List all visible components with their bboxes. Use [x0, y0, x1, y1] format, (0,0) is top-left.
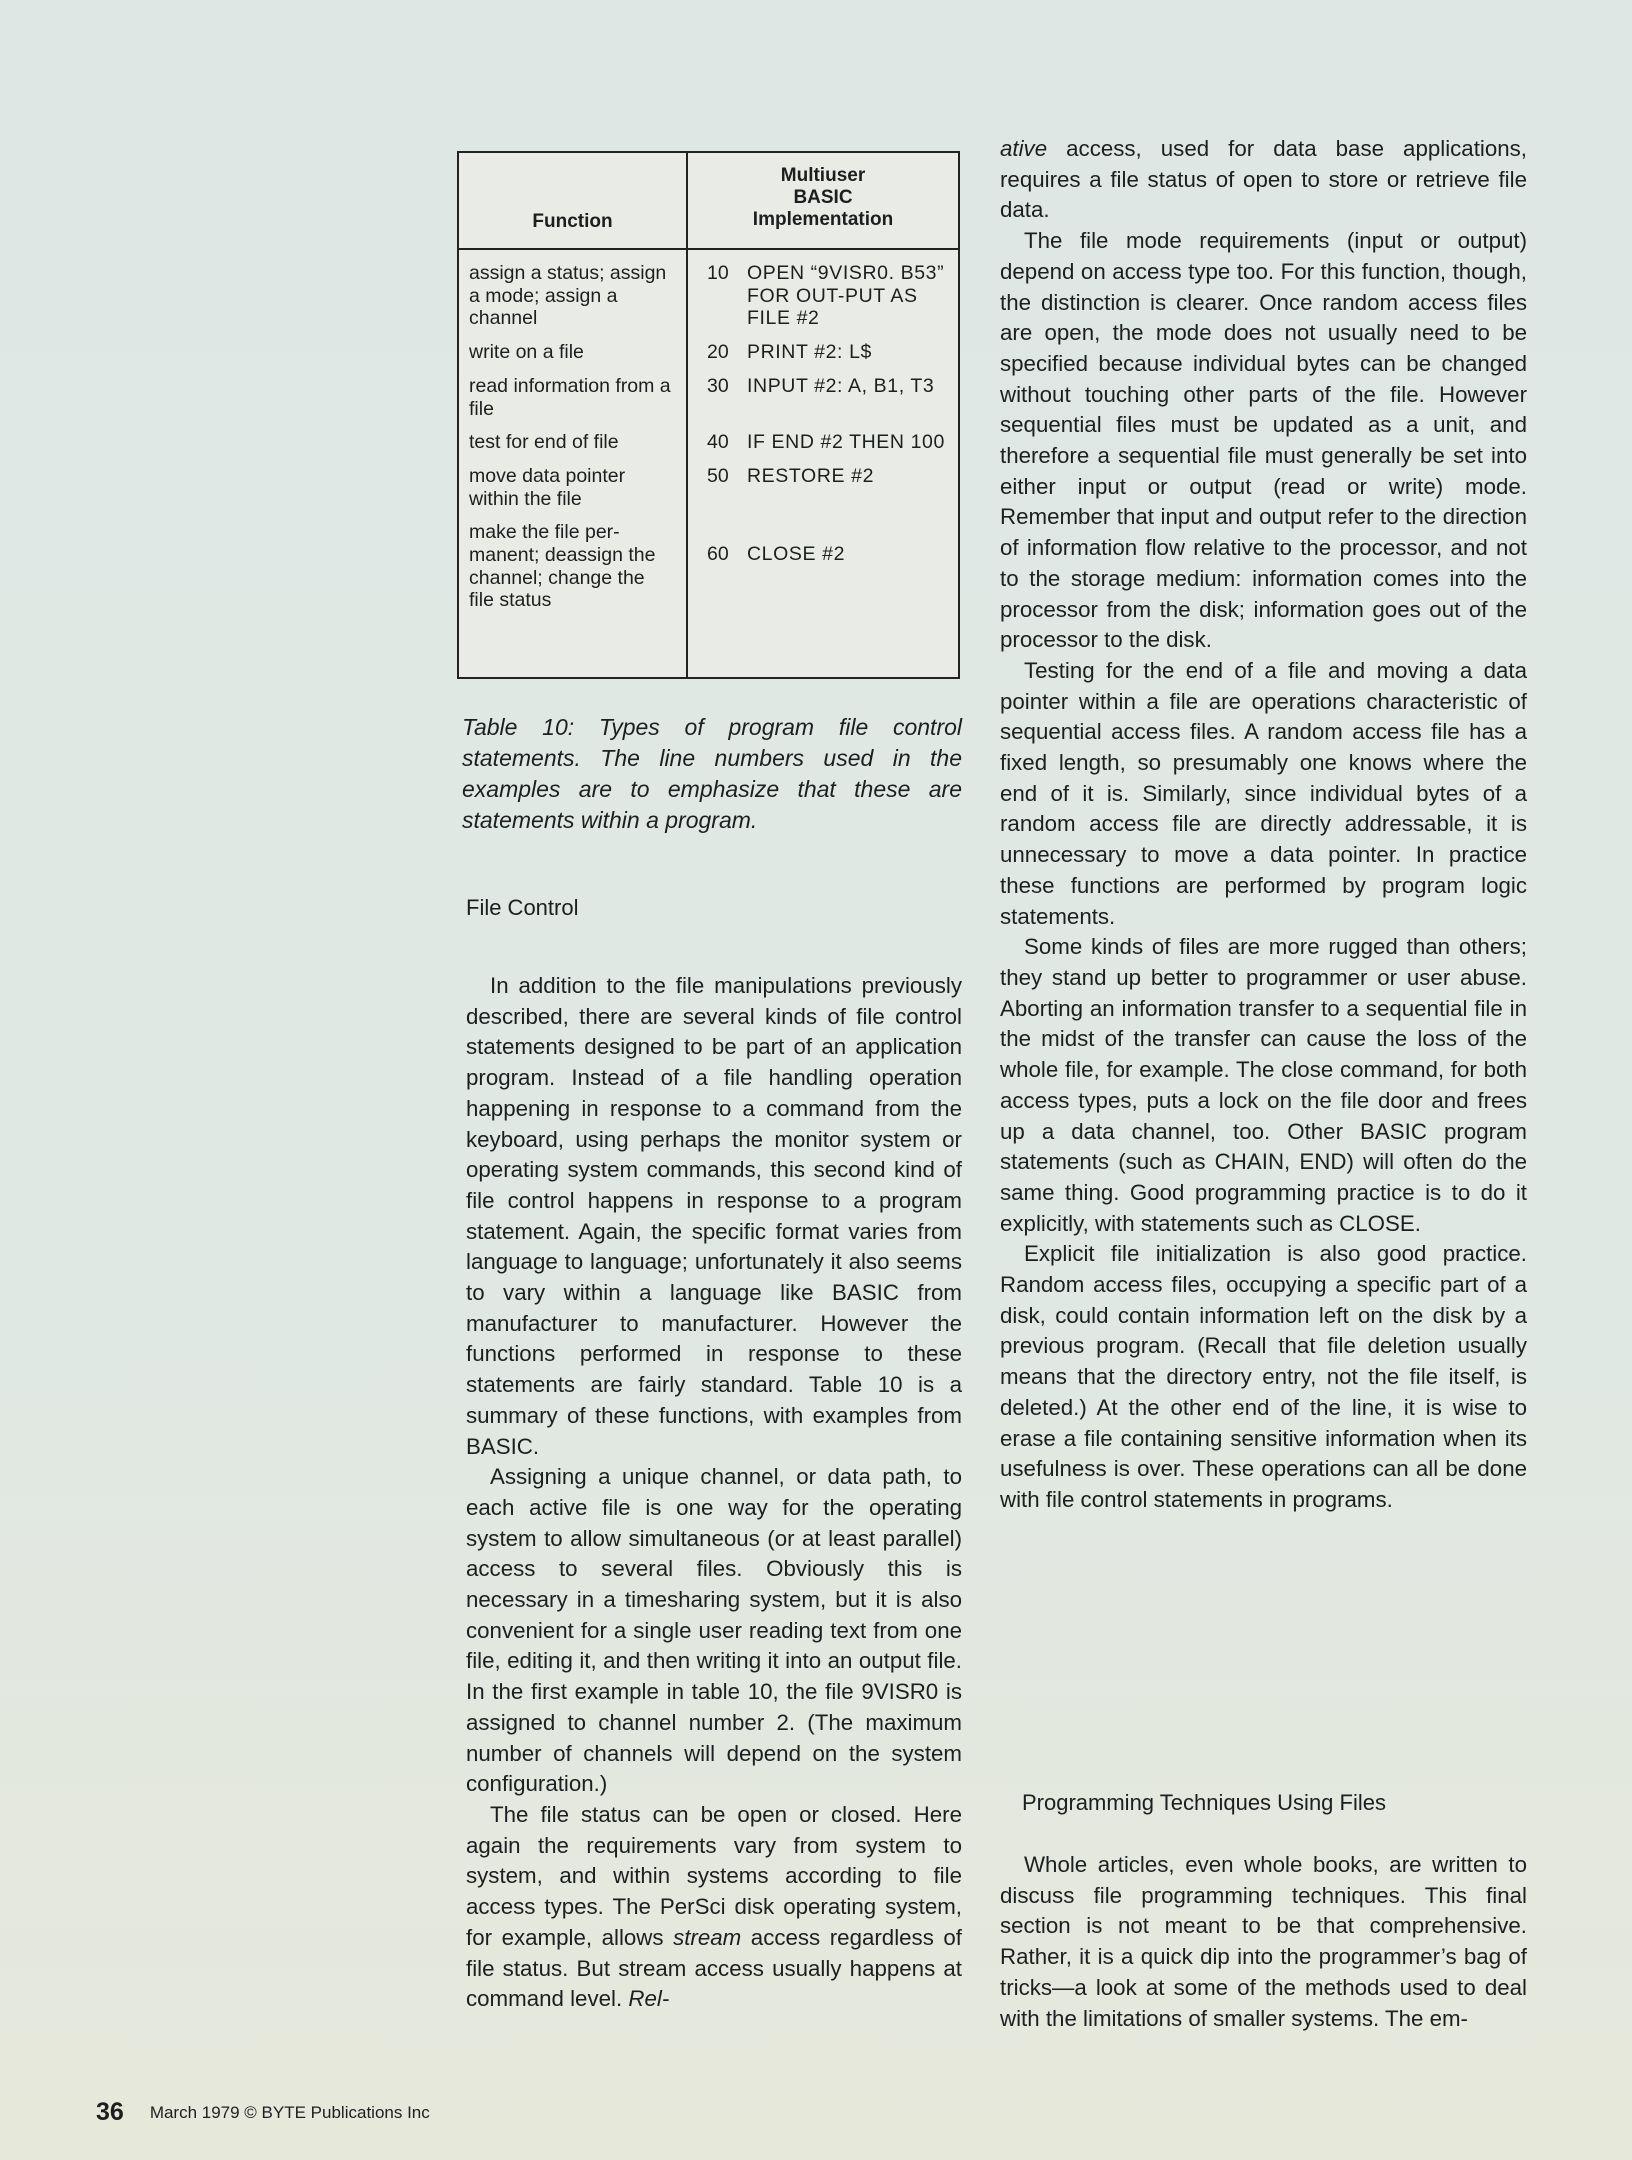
paragraph — [466, 1800, 962, 2015]
right-column-text — [1000, 134, 1527, 1516]
page-footer — [96, 2098, 430, 2127]
header-implementation — [688, 165, 958, 231]
header-line: Multiuser — [780, 165, 866, 186]
text-italic: ative — [1000, 136, 1048, 161]
text-italic: stream — [673, 1924, 742, 1950]
section-heading-programming-techniques: Programming Techniques Using Files — [1022, 1790, 1386, 1815]
header-rule — [459, 248, 958, 250]
table-caption: Table 10: Types of program file control statements. The line numbers used in the examples are to emphasize that these are statements within a program. — [462, 714, 962, 833]
footer-credit: March 1979 © BYTE Publications Inc — [149, 2103, 430, 2122]
text: The file status can be open or closed. Here again the requirements vary from system to system, and within systems according to file access types. The PerSci disk operating system, for example, allows — [466, 1801, 962, 1950]
table-row — [459, 510, 958, 612]
function-cell: assign a status; assign a mode; assign a channel — [469, 262, 667, 330]
table-row — [459, 454, 958, 510]
function-cell: move data pointer within the file — [469, 464, 626, 510]
page-number: 36 — [96, 2098, 124, 2126]
text: access, used for data base applications, requires a file status of open to store or retrieve file data. — [1000, 136, 1527, 223]
line-number-cell: 20 — [707, 341, 729, 364]
paragraph: Assigning a unique channel, or data path, to each active file is one way for the operating system to allow simultaneous (or at least parallel) access to several files. Obviously this is necessary in a timesharing system, but it is also convenient for a single user reading text from one file, editing it, and then writing it into an output file. In the first example in table 10, the file 9VISR0 is assigned to channel number 2. (The maximum number of channels will depend on the system configuration.) — [466, 1464, 962, 1797]
right-column-text-2 — [1000, 1850, 1527, 2034]
table-body — [459, 251, 958, 612]
code-cell: IF END #2 THEN 100 — [747, 431, 945, 454]
paragraph-continued — [1000, 134, 1527, 226]
text-italic: Rel- — [628, 1986, 670, 2012]
function-cell: make the file per-manent; deassign the channel; change the file status — [469, 521, 656, 612]
left-column-text — [466, 971, 962, 2015]
text: access regardless of file status. But stream access usually happens at command level. — [466, 1924, 962, 2012]
code-cell: RESTORE #2 — [747, 464, 875, 487]
table-row — [459, 364, 958, 420]
header-line: Implementation — [752, 209, 894, 230]
header-function: Function — [532, 211, 613, 232]
function-cell: test for end of file — [469, 431, 619, 454]
file-control-table — [457, 151, 960, 679]
paragraph: Some kinds of files are more rugged than others; they stand up better to programmer or user abuse. Aborting an information transfer to a sequential file in the midst of the transfer can cause the loss of the whole file, for example. The close command, for both access types, puts a lock on the file door and frees up a data channel, too. Other BASIC program statements (such as CHAIN, END) will often do the same thing. Good programming practice is to do it explicitly, with statements such as CLOSE. — [1000, 934, 1527, 1236]
header-line: BASIC — [793, 187, 853, 208]
table-row — [459, 251, 958, 330]
paragraph: Whole articles, even whole books, are written to discuss file programming techniques. This final section is not meant to be that comprehensive. Rather, it is a quick dip into the programmer’s bag of tricks—a look at some of the methods used to deal with the limitations of smaller systems. The em- — [1000, 1852, 1527, 2031]
line-number-cell: 60 — [707, 543, 729, 566]
line-number-cell: 10 — [707, 262, 729, 284]
section-heading-file-control: File Control — [466, 895, 579, 920]
code-cell: PRINT #2: L$ — [747, 341, 872, 364]
code-cell: CLOSE #2 — [747, 543, 846, 566]
paragraph: In addition to the file manipulations previously described, there are several kinds of file control statements designed to be part of an application program. Instead of a file handling operation happening in response to a command from the keyboard, using perhaps the monitor system or operating system commands, this second kind of file control happens in response to a program statement. Again, the specific format varies from language to language; unfortunately it also seems to vary within a language like BASIC from manufacturer to manufacturer. However the functions performed in response to these statements are fairly standard. Table 10 is a summary of these functions, with examples from BASIC. — [466, 973, 962, 1459]
paragraph: Explicit file initialization is also good practice. Random access files, occupying a specific part of a disk, could contain information left on the disk by a previous program. (Recall that file deletion usually means that the directory entry, not the file itself, is deleted.) At the other end of the line, it is wise to erase a file containing sensitive information when its usefulness is over. These operations can all be done with file control statements in programs. — [1000, 1241, 1527, 1512]
code-cell: INPUT #2: A, B1, T3 — [747, 374, 935, 397]
line-number-cell: 40 — [707, 431, 729, 454]
paragraph: Testing for the end of a file and moving a data pointer within a file are operations characteristic of sequential access files. A random access file has a fixed length, so presumably one knows where the end of it is. Similarly, since individual bytes of a random access file are directly addressable, it is unnecessary to move a data pointer. In practice these functions are performed by program logic statements. — [1000, 657, 1527, 929]
line-number-cell: 50 — [707, 464, 729, 487]
function-cell: read information from a file — [469, 374, 671, 420]
code-cell: OPEN “9VISR0. B53” FOR OUT-PUT AS FILE #2 — [747, 262, 945, 330]
line-number-cell: 30 — [707, 374, 729, 397]
paragraph: The file mode requirements (input or output) depend on access type too. For this function, though, the distinction is clearer. Once random access files are open, the mode does not usually need to be specified because individual bytes can be changed without touching other parts of the file. However sequential files must be updated as a unit, and therefore a sequential file must generally be set into either input or output (read or write) mode. Remember that input and output refer to the direction of information flow relative to the processor, and not to the storage medium: information comes into the processor from the disk; information goes out of the processor to the disk. — [1000, 228, 1527, 653]
function-cell: write on a file — [469, 341, 584, 364]
table-row — [459, 330, 958, 364]
table-row — [459, 420, 958, 454]
